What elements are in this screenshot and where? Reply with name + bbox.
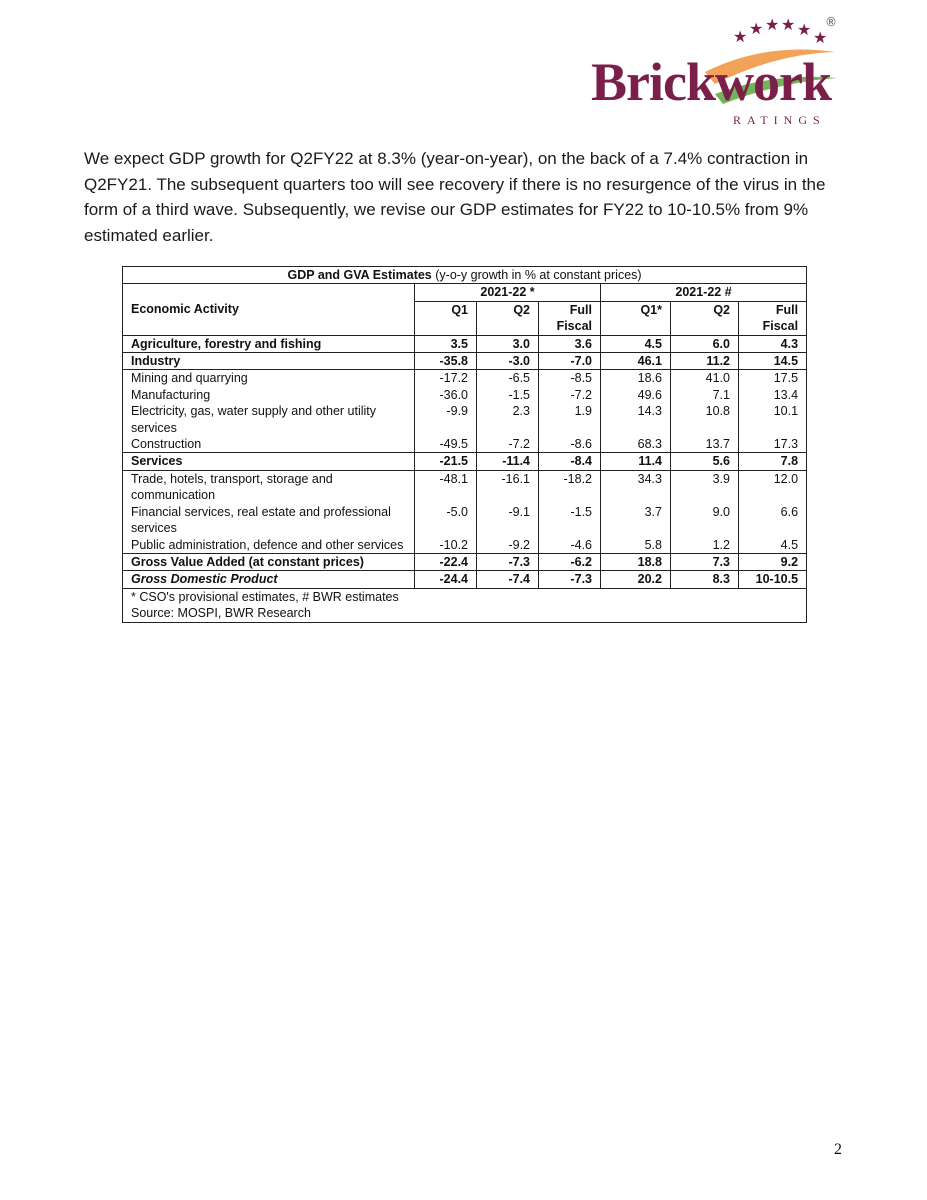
value-cell: -35.8 xyxy=(415,353,477,370)
economic-activity-header: Economic Activity xyxy=(123,284,415,335)
value-cell: 3.7 xyxy=(601,504,671,537)
col-header: Full Fiscal xyxy=(739,301,807,335)
svg-text:★: ★ xyxy=(797,20,812,39)
value-cell: 6.6 xyxy=(739,504,807,537)
value-cell: -6.2 xyxy=(539,553,601,570)
value-cell: -9.2 xyxy=(477,537,539,554)
value-cell: -4.6 xyxy=(539,537,601,554)
value-cell: 34.3 xyxy=(601,470,671,503)
table-title: GDP and GVA Estimates (y-o-y growth in % at constant prices) xyxy=(123,267,807,284)
value-cell: 20.2 xyxy=(601,571,671,588)
value-cell: 46.1 xyxy=(601,353,671,370)
table-row xyxy=(123,537,807,554)
svg-text:★: ★ xyxy=(749,19,764,38)
col-header: Full Fiscal xyxy=(539,301,601,335)
table-row xyxy=(123,571,807,588)
gdp-gva-table xyxy=(122,266,807,623)
svg-text:★: ★ xyxy=(813,28,828,47)
value-cell: -22.4 xyxy=(415,553,477,570)
value-cell: 7.1 xyxy=(671,387,739,403)
value-cell: 41.0 xyxy=(671,370,739,387)
value-cell: -18.2 xyxy=(539,470,601,503)
table-row xyxy=(123,335,807,352)
activity-label: Electricity, gas, water supply and other utility services xyxy=(131,404,377,435)
value-cell: -6.5 xyxy=(477,370,539,387)
logo-wordmark: Brickwork xyxy=(591,52,831,112)
value-cell: -7.3 xyxy=(477,553,539,570)
value-cell: -16.1 xyxy=(477,470,539,503)
value-cell: 10-10.5 xyxy=(739,571,807,588)
value-cell: 13.4 xyxy=(739,387,807,403)
value-cell: 11.2 xyxy=(671,353,739,370)
value-cell: -11.4 xyxy=(477,453,539,470)
value-cell: -7.2 xyxy=(477,436,539,453)
value-cell: -8.6 xyxy=(539,436,601,453)
value-cell: 2.3 xyxy=(477,403,539,436)
value-cell: -5.0 xyxy=(415,504,477,537)
group-header-cso: 2021-22 * xyxy=(415,284,601,301)
page-number: 2 xyxy=(834,1141,842,1158)
value-cell: 5.8 xyxy=(601,537,671,554)
value-cell: 18.8 xyxy=(601,553,671,570)
value-cell: -24.4 xyxy=(415,571,477,588)
value-cell: -49.5 xyxy=(415,436,477,453)
value-cell: 1.9 xyxy=(539,403,601,436)
value-cell: -8.5 xyxy=(539,370,601,387)
activity-label: Construction xyxy=(131,437,202,452)
value-cell: 6.0 xyxy=(671,335,739,352)
value-cell: 4.5 xyxy=(601,335,671,352)
activity-label: Industry xyxy=(123,353,415,370)
value-cell: 8.3 xyxy=(671,571,739,588)
value-cell: -1.5 xyxy=(477,387,539,403)
col-header: Q1* xyxy=(601,301,671,335)
value-cell: 17.5 xyxy=(739,370,807,387)
activity-label: Gross Domestic Product xyxy=(123,571,415,588)
value-cell: 17.3 xyxy=(739,436,807,453)
value-cell: -36.0 xyxy=(415,387,477,403)
intro-paragraph: We expect GDP growth for Q2FY22 at 8.3% (year-on-year), on the back of a 7.4% contraction in Q2FY21. The subsequent quarters too will see recovery if there is no resurgence of the virus in the form of a third wave. Subsequently, we revise our GDP estimates for FY22 to 10-10.5% from 9% estimated earlier. xyxy=(84,149,826,245)
value-cell: 9.2 xyxy=(739,553,807,570)
activity-label: Financial services, real estate and professional services xyxy=(131,504,391,536)
value-cell: 3.9 xyxy=(671,470,739,503)
value-cell: 7.8 xyxy=(739,453,807,470)
col-header: Q2 xyxy=(671,301,739,335)
group-header-bwr: 2021-22 # xyxy=(601,284,807,301)
value-cell: 49.6 xyxy=(601,387,671,403)
logo-registered: ® xyxy=(825,15,837,29)
value-cell: 3.6 xyxy=(539,335,601,352)
value-cell: 7.3 xyxy=(671,553,739,570)
value-cell: -9.9 xyxy=(415,403,477,436)
value-cell: 14.5 xyxy=(739,353,807,370)
value-cell: 10.1 xyxy=(739,403,807,436)
table-row xyxy=(123,370,807,387)
value-cell: 18.6 xyxy=(601,370,671,387)
table-row xyxy=(123,504,807,537)
value-cell: 11.4 xyxy=(601,453,671,470)
table-row xyxy=(123,403,807,436)
activity-label: Services xyxy=(123,453,415,470)
value-cell: 4.3 xyxy=(739,335,807,352)
value-cell: -48.1 xyxy=(415,470,477,503)
value-cell: 3.0 xyxy=(477,335,539,352)
value-cell: -3.0 xyxy=(477,353,539,370)
activity-label: Agriculture, forestry and fishing xyxy=(123,335,415,352)
table-row xyxy=(123,453,807,470)
svg-text:★: ★ xyxy=(765,15,780,34)
activity-label: Public administration, defence and other services xyxy=(131,537,404,552)
table-row xyxy=(123,387,807,403)
footnote-source: Source: MOSPI, BWR Research xyxy=(131,606,311,621)
activity-label: Gross Value Added (at constant prices) xyxy=(123,553,415,570)
value-cell: 4.5 xyxy=(739,537,807,554)
value-cell: -7.0 xyxy=(539,353,601,370)
value-cell: 5.6 xyxy=(671,453,739,470)
brickwork-logo xyxy=(585,12,845,134)
value-cell: 14.3 xyxy=(601,403,671,436)
table-row xyxy=(123,553,807,570)
value-cell: -17.2 xyxy=(415,370,477,387)
value-cell: -7.2 xyxy=(539,387,601,403)
value-cell: 9.0 xyxy=(671,504,739,537)
svg-text:★: ★ xyxy=(781,15,796,34)
value-cell: 3.5 xyxy=(415,335,477,352)
table-footnote xyxy=(123,588,807,622)
value-cell: 68.3 xyxy=(601,436,671,453)
value-cell: -21.5 xyxy=(415,453,477,470)
value-cell: -9.1 xyxy=(477,504,539,537)
value-cell: -7.3 xyxy=(539,571,601,588)
table-body xyxy=(123,335,807,588)
footnote-estimates: * CSO's provisional estimates, # BWR estimates xyxy=(131,589,399,604)
value-cell: -1.5 xyxy=(539,504,601,537)
value-cell: -8.4 xyxy=(539,453,601,470)
logo-ratings: RATINGS xyxy=(733,113,826,127)
activity-label: Manufacturing xyxy=(131,387,211,402)
table-row xyxy=(123,470,807,503)
col-header: Q1 xyxy=(415,301,477,335)
value-cell: -10.2 xyxy=(415,537,477,554)
logo-stars xyxy=(733,15,827,47)
activity-label: Trade, hotels, transport, storage and communication xyxy=(131,471,333,503)
value-cell: 13.7 xyxy=(671,436,739,453)
value-cell: 10.8 xyxy=(671,403,739,436)
value-cell: 12.0 xyxy=(739,470,807,503)
svg-text:★: ★ xyxy=(733,27,748,46)
value-cell: 1.2 xyxy=(671,537,739,554)
table-row xyxy=(123,353,807,370)
table-row xyxy=(123,436,807,453)
activity-label: Mining and quarrying xyxy=(131,371,248,386)
value-cell: -7.4 xyxy=(477,571,539,588)
col-header: Q2 xyxy=(477,301,539,335)
